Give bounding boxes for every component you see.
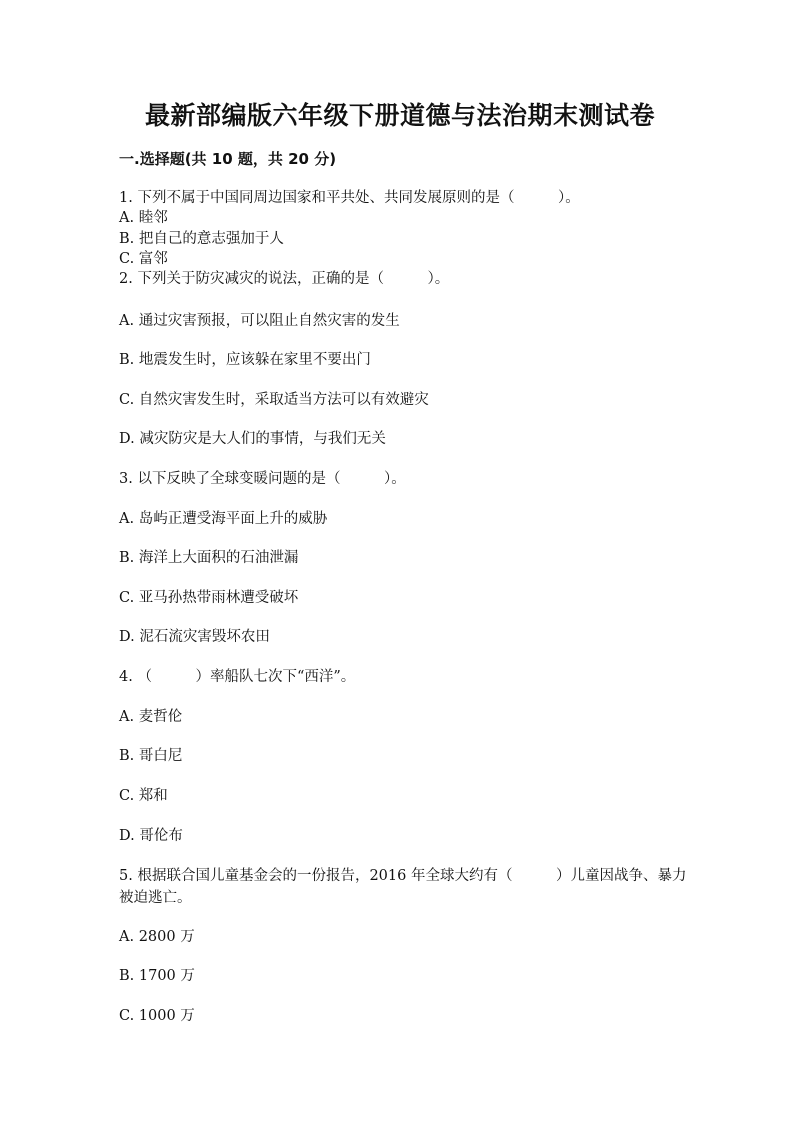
- question-5-option-a: A. 2800 万: [119, 929, 195, 945]
- question-4-option-b: B. 哥白尼: [119, 748, 183, 764]
- question-1-option-b: B. 把自己的意志强加于人: [119, 231, 284, 247]
- question-3-option-a: A. 岛屿正遭受海平面上升的威胁: [119, 511, 328, 527]
- question-5-stem: 5. 根据联合国儿童基金会的一份报告，2016 年全球大约有（ ）儿童因战争、暴力被迫逃亡。: [119, 868, 687, 906]
- question-1-option-c: C. 富邻: [119, 251, 168, 267]
- question-3-option-b: B. 海洋上大面积的石油泄漏: [119, 550, 299, 566]
- page-title: 最新部编版六年级下册道德与法治期末测试卷: [144, 101, 655, 130]
- question-4-stem: 4. （ ）率船队七次下“西洋”。: [119, 669, 356, 685]
- question-2-option-d: D. 减灾防灾是大人们的事情，与我们无关: [119, 431, 386, 447]
- question-1-stem: 1. 下列不属于中国同周边国家和平共处、共同发展原则的是（ ）。: [119, 190, 580, 206]
- question-2-option-b: B. 地震发生时，应该躲在家里不要出门: [119, 352, 371, 368]
- question-5-option-c: C. 1000 万: [119, 1008, 195, 1024]
- question-5-option-b: B. 1700 万: [119, 968, 195, 984]
- question-2-stem: 2. 下列关于防灾减灾的说法，正确的是（ ）。: [119, 271, 450, 287]
- question-2-option-c: C. 自然灾害发生时，采取适当方法可以有效避灾: [119, 392, 429, 408]
- question-1-option-a: A. 睦邻: [119, 210, 168, 226]
- question-3-option-d: D. 泥石流灾害毁坏农田: [119, 629, 270, 645]
- question-4-option-a: A. 麦哲伦: [119, 709, 183, 725]
- question-4-option-d: D. 哥伦布: [119, 828, 183, 844]
- question-3-stem: 3. 以下反映了全球变暖问题的是（ ）。: [119, 471, 406, 487]
- section-heading: 一.选择题(共 10 题，共 20 分): [119, 150, 337, 168]
- question-4-option-c: C. 郑和: [119, 788, 168, 804]
- question-2-option-a: A. 通过灾害预报，可以阻止自然灾害的发生: [119, 313, 400, 329]
- question-3-option-c: C. 亚马孙热带雨林遭受破坏: [119, 590, 299, 606]
